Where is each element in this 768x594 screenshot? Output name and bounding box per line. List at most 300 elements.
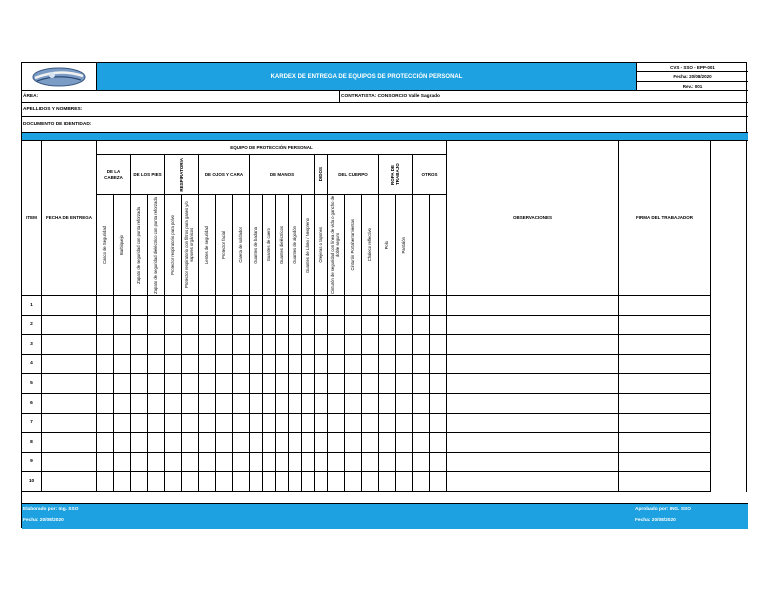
table-cell[interactable] (413, 296, 430, 316)
table-cell[interactable] (619, 472, 711, 492)
table-cell[interactable] (413, 394, 430, 414)
table-cell[interactable] (233, 335, 250, 355)
table-cell[interactable] (233, 394, 250, 414)
table-cell[interactable] (148, 374, 165, 394)
table-cell[interactable] (379, 355, 396, 375)
table-cell[interactable] (165, 414, 182, 434)
epp-item-label: Cinturón Portaherramientas (349, 219, 355, 271)
category-label: DE MANOS (269, 171, 295, 177)
table-cell[interactable] (447, 296, 619, 316)
table-cell[interactable] (430, 433, 447, 453)
table-cell[interactable] (182, 453, 199, 473)
table-cell[interactable] (328, 374, 345, 394)
category-7 (379, 155, 413, 195)
table-cell[interactable] (233, 374, 250, 394)
table-cell[interactable] (302, 414, 315, 434)
table-cell[interactable] (379, 414, 396, 434)
table-cell[interactable] (396, 394, 413, 414)
table-cell[interactable] (396, 472, 413, 492)
table-cell[interactable] (302, 355, 315, 375)
table-cell[interactable] (42, 374, 97, 394)
table-cell[interactable] (42, 394, 97, 414)
table-cell[interactable] (216, 472, 233, 492)
table-cell[interactable] (345, 296, 362, 316)
table-cell[interactable] (250, 433, 263, 453)
table-cell[interactable] (97, 335, 114, 355)
table-cell[interactable] (114, 374, 131, 394)
table-cell[interactable] (379, 453, 396, 473)
table-cell[interactable] (216, 414, 233, 434)
table-cell[interactable] (250, 472, 263, 492)
table-cell[interactable] (97, 453, 114, 473)
category-1 (131, 155, 165, 195)
table-cell[interactable] (216, 374, 233, 394)
epp-item-label: Zapato de seguridad con punta reforzada (135, 206, 141, 284)
table-cell[interactable] (289, 316, 302, 336)
table-cell[interactable] (379, 296, 396, 316)
contratista-label: CONTRATISTA: CONSORCIO Valle Sagrado (339, 91, 440, 102)
table-cell[interactable] (430, 355, 447, 375)
table-cell[interactable] (165, 394, 182, 414)
table-cell[interactable] (97, 316, 114, 336)
table-cell[interactable] (182, 374, 199, 394)
table-cell[interactable] (114, 433, 131, 453)
epp-item-12 (289, 195, 302, 296)
table-cell[interactable] (289, 394, 302, 414)
table-cell[interactable] (182, 316, 199, 336)
table-cell[interactable] (302, 374, 315, 394)
table-cell[interactable] (42, 414, 97, 434)
table-cell[interactable] (114, 414, 131, 434)
table-cell[interactable] (97, 355, 114, 375)
table-cell[interactable] (250, 374, 263, 394)
table-cell[interactable] (276, 414, 289, 434)
table-cell[interactable] (199, 374, 216, 394)
table-cell[interactable] (396, 355, 413, 375)
company-logo-globe-icon (31, 66, 87, 88)
table-cell[interactable] (362, 453, 379, 473)
table-cell[interactable] (233, 472, 250, 492)
table-cell[interactable] (447, 335, 619, 355)
table-cell[interactable] (199, 355, 216, 375)
table-cell[interactable] (250, 296, 263, 316)
table-cell[interactable] (447, 472, 619, 492)
table-cell[interactable] (619, 394, 711, 414)
table-cell[interactable] (328, 433, 345, 453)
table-cell[interactable] (430, 472, 447, 492)
table-cell[interactable] (216, 296, 233, 316)
table-cell[interactable] (263, 316, 276, 336)
table-cell[interactable] (114, 472, 131, 492)
table-cell[interactable] (396, 414, 413, 434)
table-cell[interactable] (97, 374, 114, 394)
table-cell[interactable] (131, 472, 148, 492)
table-cell[interactable] (97, 433, 114, 453)
table-cell[interactable] (619, 433, 711, 453)
table-cell[interactable] (233, 355, 250, 375)
table-cell[interactable] (216, 394, 233, 414)
table-cell[interactable] (345, 414, 362, 434)
table-cell[interactable] (379, 335, 396, 355)
table-cell[interactable] (362, 472, 379, 492)
epp-item-20 (413, 195, 430, 296)
table-cell[interactable] (182, 355, 199, 375)
table-cell[interactable] (362, 394, 379, 414)
table-cell[interactable] (148, 355, 165, 375)
table-cell[interactable] (328, 316, 345, 336)
table-cell[interactable] (165, 374, 182, 394)
table-cell[interactable] (42, 296, 97, 316)
table-cell[interactable] (114, 394, 131, 414)
table-cell[interactable] (276, 453, 289, 473)
table-cell[interactable] (328, 355, 345, 375)
table-cell[interactable] (430, 316, 447, 336)
table-cell[interactable] (430, 453, 447, 473)
table-cell[interactable] (216, 453, 233, 473)
table-cell[interactable] (165, 355, 182, 375)
epp-item-10 (263, 195, 276, 296)
category-label: DE LA CABEZA (104, 169, 123, 180)
table-cell[interactable] (97, 472, 114, 492)
table-cell[interactable] (131, 394, 148, 414)
table-cell[interactable] (165, 316, 182, 336)
table-cell[interactable] (315, 296, 328, 316)
table-cell[interactable] (199, 316, 216, 336)
category-label: DIDOS (318, 167, 324, 182)
table-cell[interactable] (328, 414, 345, 434)
table-cell[interactable] (289, 296, 302, 316)
epp-item-label: Cinturón de seguridad con línea de vida o gancho de doble seguro (330, 195, 340, 295)
table-cell[interactable] (345, 335, 362, 355)
table-cell[interactable] (97, 296, 114, 316)
table-cell[interactable] (42, 433, 97, 453)
table-cell[interactable] (233, 453, 250, 473)
category-3 (199, 155, 250, 195)
table-cell[interactable] (379, 472, 396, 492)
table-cell[interactable] (263, 335, 276, 355)
table-cell[interactable] (413, 472, 430, 492)
table-cell[interactable] (97, 394, 114, 414)
table-cell[interactable] (42, 316, 97, 336)
table-cell[interactable] (182, 296, 199, 316)
table-cell[interactable] (619, 453, 711, 473)
epp-item-label: Guantes dieléctricos (278, 226, 284, 264)
table-cell[interactable] (165, 433, 182, 453)
table-cell[interactable] (430, 414, 447, 434)
documento-row (22, 117, 748, 133)
table-cell[interactable] (148, 453, 165, 473)
epp-item-9 (250, 195, 263, 296)
epp-item-16 (345, 195, 362, 296)
category-0 (97, 155, 131, 195)
table-cell[interactable] (379, 316, 396, 336)
table-cell[interactable] (263, 414, 276, 434)
table-cell[interactable] (148, 433, 165, 453)
table-cell[interactable] (315, 335, 328, 355)
table-cell[interactable] (619, 374, 711, 394)
table-cell[interactable] (131, 355, 148, 375)
epp-item-label: Lentes de seguridad (203, 226, 209, 264)
category-label: RESPIRATORIA (178, 157, 184, 192)
table-cell[interactable] (114, 355, 131, 375)
table-cell[interactable] (276, 316, 289, 336)
table-cell[interactable] (165, 296, 182, 316)
table-cell[interactable] (131, 433, 148, 453)
table-cell[interactable] (396, 316, 413, 336)
table-cell[interactable] (302, 472, 315, 492)
table-cell[interactable] (396, 296, 413, 316)
table-cell[interactable] (42, 453, 97, 473)
table-cell[interactable] (413, 374, 430, 394)
table-cell[interactable] (131, 335, 148, 355)
table-cell[interactable] (165, 335, 182, 355)
apellidos-label: APELLIDOS Y NOMBRES: (23, 107, 83, 112)
table-cell[interactable] (263, 453, 276, 473)
table-cell[interactable] (148, 414, 165, 434)
table-cell[interactable] (276, 472, 289, 492)
category-label: DEL CUERPO (338, 171, 368, 177)
table-cell[interactable] (263, 472, 276, 492)
epp-item-label: Barbiquejo (118, 234, 124, 256)
table-cell[interactable] (447, 414, 619, 434)
table-cell[interactable] (233, 414, 250, 434)
table-cell[interactable] (131, 316, 148, 336)
table-cell[interactable] (289, 433, 302, 453)
table-cell[interactable] (182, 335, 199, 355)
table-cell[interactable] (276, 394, 289, 414)
table-cell[interactable] (114, 316, 131, 336)
area-row (22, 91, 748, 103)
table-cell[interactable] (199, 414, 216, 434)
table-cell[interactable] (447, 453, 619, 473)
table-cell[interactable] (447, 374, 619, 394)
row-number: 1 (22, 296, 42, 316)
header-fecha-entrega: FECHA DE ENTREGA (42, 141, 97, 296)
table-cell[interactable] (345, 453, 362, 473)
table-cell[interactable] (199, 335, 216, 355)
table-cell[interactable] (289, 453, 302, 473)
table-cell[interactable] (345, 472, 362, 492)
table-cell[interactable] (345, 374, 362, 394)
table-cell[interactable] (250, 394, 263, 414)
table-cell[interactable] (250, 453, 263, 473)
table-cell[interactable] (362, 335, 379, 355)
table-cell[interactable] (250, 335, 263, 355)
table-cell[interactable] (250, 316, 263, 336)
table-cell[interactable] (148, 472, 165, 492)
table-cell[interactable] (263, 296, 276, 316)
elaborado-date: Fecha: 20/08/2020 (23, 518, 64, 523)
table-cell[interactable] (182, 414, 199, 434)
table-cell[interactable] (302, 453, 315, 473)
table-cell[interactable] (413, 335, 430, 355)
epp-item-3 (148, 195, 165, 296)
table-cell[interactable] (289, 414, 302, 434)
table-cell[interactable] (233, 296, 250, 316)
table-cell[interactable] (182, 394, 199, 414)
table-cell[interactable] (148, 296, 165, 316)
table-cell[interactable] (447, 316, 619, 336)
epp-item-7 (216, 195, 233, 296)
table-cell[interactable] (315, 453, 328, 473)
table-cell[interactable] (379, 433, 396, 453)
table-cell[interactable] (131, 296, 148, 316)
table-cell[interactable] (447, 355, 619, 375)
table-cell[interactable] (430, 374, 447, 394)
epp-item-label: Polo (383, 240, 389, 250)
table-cell[interactable] (315, 374, 328, 394)
table-cell[interactable] (430, 394, 447, 414)
table-cell[interactable] (216, 316, 233, 336)
table-cell[interactable] (131, 374, 148, 394)
separator-band (22, 133, 748, 141)
table-cell[interactable] (216, 433, 233, 453)
table-cell[interactable] (276, 335, 289, 355)
table-cell[interactable] (447, 394, 619, 414)
table-cell[interactable] (413, 355, 430, 375)
header-epp-group: EQUIPO DE PROTECCIÓN PERSONAL (97, 141, 447, 155)
table-cell[interactable] (148, 335, 165, 355)
document-title: KARDEX DE ENTREGA DE EQUIPOS DE PROTECCIÓN PERSONAL (97, 63, 636, 91)
table-cell[interactable] (114, 453, 131, 473)
epp-item-label: Guantes de cuero (265, 228, 271, 262)
table-cell[interactable] (250, 414, 263, 434)
table-cell[interactable] (379, 374, 396, 394)
table-cell[interactable] (276, 355, 289, 375)
table-cell[interactable] (315, 472, 328, 492)
table-cell[interactable] (263, 433, 276, 453)
table-cell[interactable] (315, 355, 328, 375)
table-cell[interactable] (315, 394, 328, 414)
table-cell[interactable] (328, 394, 345, 414)
table-cell[interactable] (199, 433, 216, 453)
row-number: 3 (22, 335, 42, 355)
table-cell[interactable] (216, 355, 233, 375)
table-cell[interactable] (362, 414, 379, 434)
table-cell[interactable] (328, 453, 345, 473)
document-revision: Rev.: 001 (682, 83, 703, 89)
table-cell[interactable] (302, 335, 315, 355)
table-cell[interactable] (379, 394, 396, 414)
table-cell[interactable] (131, 414, 148, 434)
table-cell[interactable] (42, 335, 97, 355)
table-cell[interactable] (263, 394, 276, 414)
area-label: ÁREA: (23, 94, 39, 99)
table-cell[interactable] (430, 335, 447, 355)
table-cell[interactable] (276, 433, 289, 453)
table-cell[interactable] (396, 335, 413, 355)
table-cell[interactable] (276, 374, 289, 394)
table-cell[interactable] (42, 472, 97, 492)
table-cell[interactable] (396, 453, 413, 473)
table-cell[interactable] (216, 335, 233, 355)
epp-item-label: Casco de Seguridad (101, 226, 107, 264)
table-cell[interactable] (619, 355, 711, 375)
table-cell[interactable] (362, 433, 379, 453)
table-cell[interactable] (619, 316, 711, 336)
table-cell[interactable] (315, 433, 328, 453)
table-cell[interactable] (289, 472, 302, 492)
table-cell[interactable] (97, 414, 114, 434)
apellidos-row (22, 103, 748, 117)
table-cell[interactable] (362, 355, 379, 375)
table-cell[interactable] (199, 453, 216, 473)
epp-item-19 (396, 195, 413, 296)
table-cell[interactable] (199, 394, 216, 414)
table-cell[interactable] (165, 472, 182, 492)
table-cell[interactable] (263, 355, 276, 375)
table-cell[interactable] (362, 374, 379, 394)
table-cell[interactable] (430, 296, 447, 316)
table-cell[interactable] (413, 414, 430, 434)
table-cell[interactable] (182, 472, 199, 492)
table-cell[interactable] (345, 394, 362, 414)
table-cell[interactable] (315, 316, 328, 336)
table-cell[interactable] (289, 335, 302, 355)
table-cell[interactable] (345, 433, 362, 453)
table-cell[interactable] (362, 316, 379, 336)
epp-item-11 (276, 195, 289, 296)
table-cell[interactable] (396, 374, 413, 394)
table-cell[interactable] (328, 335, 345, 355)
table-cell[interactable] (233, 316, 250, 336)
header-item: ITEM (22, 141, 42, 296)
table-cell[interactable] (148, 394, 165, 414)
table-cell[interactable] (182, 433, 199, 453)
table-cell[interactable] (114, 335, 131, 355)
table-cell[interactable] (302, 433, 315, 453)
table-cell[interactable] (413, 453, 430, 473)
row-number: 9 (22, 453, 42, 473)
table-cell[interactable] (289, 355, 302, 375)
table-cell[interactable] (413, 433, 430, 453)
epp-item-label: Protector facial (220, 231, 226, 259)
table-cell[interactable] (199, 472, 216, 492)
table-cell[interactable] (302, 316, 315, 336)
table-cell[interactable] (619, 335, 711, 355)
table-cell[interactable] (619, 296, 711, 316)
table-cell[interactable] (362, 296, 379, 316)
table-cell[interactable] (165, 453, 182, 473)
table-cell[interactable] (619, 414, 711, 434)
epp-item-18 (379, 195, 396, 296)
table-cell[interactable] (345, 316, 362, 336)
table-cell[interactable] (276, 296, 289, 316)
table-cell[interactable] (413, 316, 430, 336)
table-cell[interactable] (396, 433, 413, 453)
table-cell[interactable] (289, 374, 302, 394)
table-cell[interactable] (148, 316, 165, 336)
table-cell[interactable] (263, 374, 276, 394)
table-cell[interactable] (131, 453, 148, 473)
table-cell[interactable] (114, 296, 131, 316)
table-cell[interactable] (199, 296, 216, 316)
table-cell[interactable] (328, 472, 345, 492)
header-firma: FIRMA DEL TRABAJADOR (619, 141, 711, 296)
document-code: CVS - SSO - EPP-001 (637, 63, 748, 72)
table-cell[interactable] (328, 296, 345, 316)
table-cell[interactable] (302, 394, 315, 414)
table-cell[interactable] (447, 433, 619, 453)
table-cell[interactable] (345, 355, 362, 375)
table-cell[interactable] (233, 433, 250, 453)
table-cell[interactable] (315, 414, 328, 434)
company-logo (22, 63, 97, 91)
epp-item-label: Protector respiratorio para polvo (169, 215, 175, 275)
table-cell[interactable] (250, 355, 263, 375)
table-cell[interactable] (42, 355, 97, 375)
table-cell[interactable] (302, 296, 315, 316)
